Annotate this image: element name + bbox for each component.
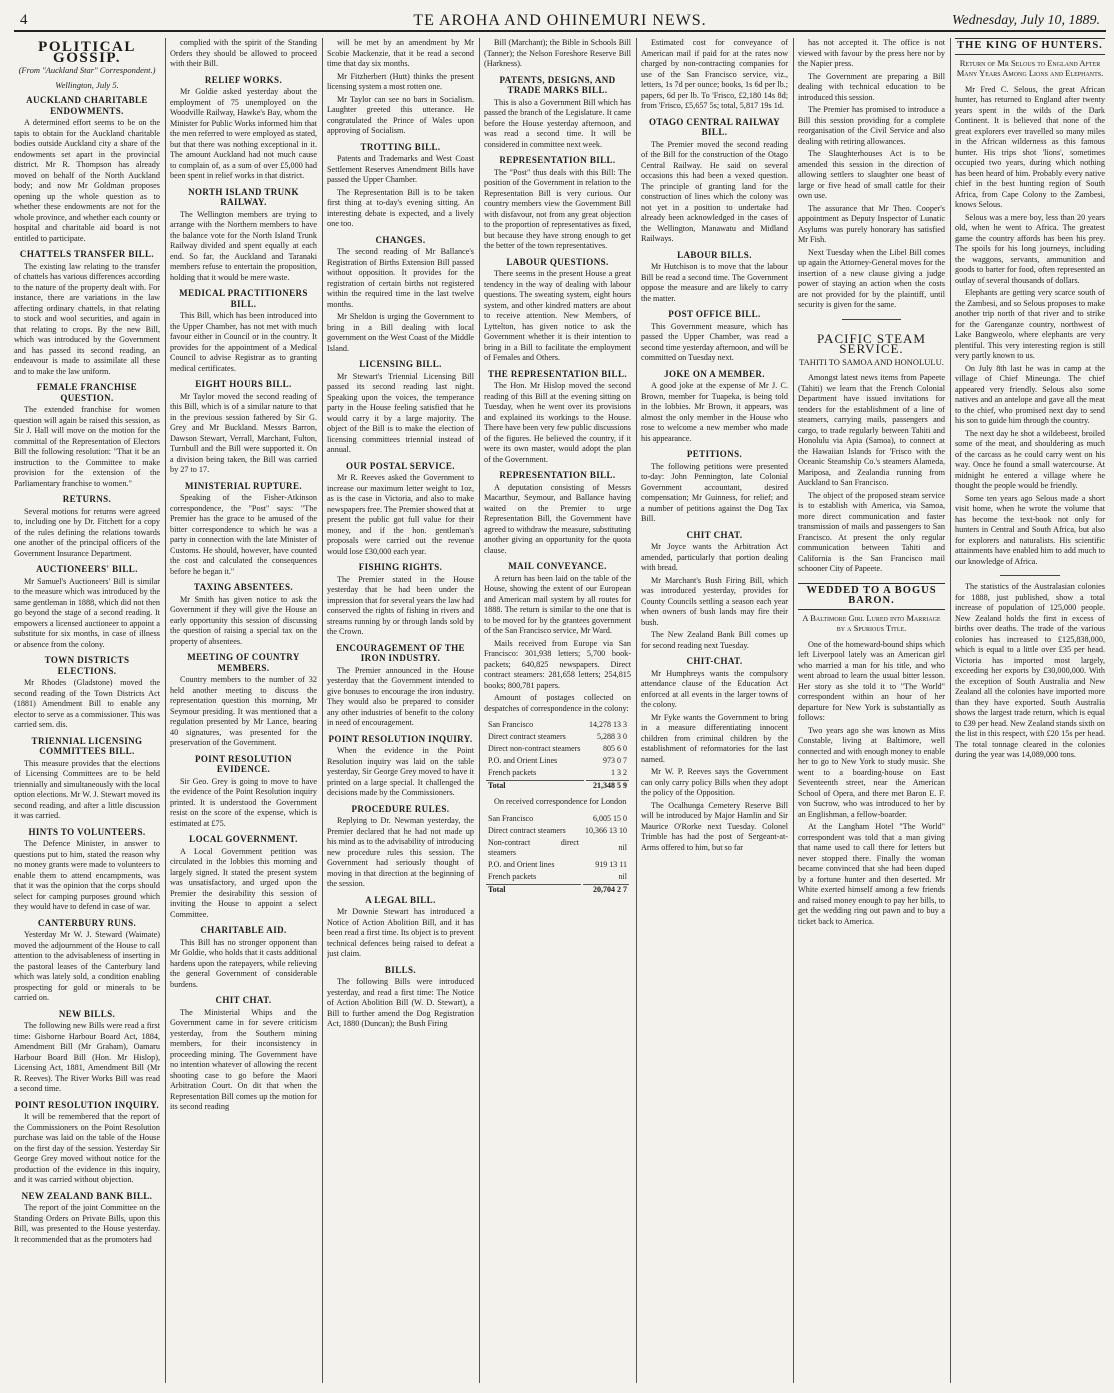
section-heading: LABOUR QUESTIONS. — [506, 256, 609, 267]
section-heading: JOKE ON A MEMBER. — [664, 368, 765, 379]
column-5 — [641, 38, 788, 1388]
section-heading: FISHING RIGHTS. — [358, 562, 443, 572]
paragraph: The following new Bills were read a first time: Gisborne Harbour Board Act, 1884, Amendment Bill (Mr Graham), Oamaru Harbour Board Bill (Hon. Mr Hislop), Licensing Act, 1881, Amendment Bill (Mr R. Reeves). The River Works Bill was read a second time. — [14, 1021, 160, 1093]
paragraph: Mr Marchant's Bush Firing Bill, which was introduced yesterday, provides for County Councils settling a season each year when owners of bush lands may fire their bush. — [641, 575, 788, 627]
column-7 — [955, 38, 1105, 1388]
table-cell-label: P.O. and Orient lines — [488, 859, 555, 869]
paragraph: will be met by an amendment by Mr Scobie Mackenzie, that it be read a second time that day six months. — [327, 38, 474, 68]
table-row — [486, 732, 629, 742]
paragraph: A determined effort seems to be on the tapis to obtain for the Auckland charitable bodies outside Auckland city a share of the endowments set apart in the provincial district. Mr R. Thompson has already moved on behalf of the North Auckland body; and now Mr Goldman proposes opening up the whole question as to whether these endowments are not for the whole province, and whether each county or hospital and charitable aid board is not entitled to participate. — [14, 118, 160, 243]
table-row — [486, 826, 629, 836]
table-caption: Amount of postages collected on despatches of correspondence in the colony: — [484, 693, 631, 713]
paragraph: This Bill has no stronger opponent than Mr Goldie, who holds that it casts additional hardens upon the ratepayers, while relieving the general Government of considerable burdens. — [170, 937, 317, 989]
paragraph: The Premier has promised to introduce a Bill this session providing for a complete reorganisation of the Civil Service and also dealing with retiring allowances. — [798, 105, 945, 146]
paragraph: This is also a Government Bill which has passed the branch of the Legislature. It came before the House yesterday afternoon, and was read a second time. It will be considered in committee next week. — [484, 97, 631, 149]
section-heading: AUCTIONEERS' BILL. — [36, 564, 138, 574]
paragraph: Mr Hutchison is to move that the labour Bill be read a second time. The Government oppose the measure and are likely to carry the matter. — [641, 262, 788, 303]
paragraph: Speaking of the Fisher-Atkinson correspondence, the "Post" says: "The Premier has the grace to be amused of the bitter correspondence to which he was a party in connection with the late Minister of Customs. He should, however, have counted the cost and calculated the consequences before he began it." — [170, 493, 317, 576]
table-total-label: Total — [486, 780, 584, 791]
paragraph: Selous was a mere boy, less than 20 years old, when he went to Africa. The greatest game the country affords has been his prey. The spoils for his long journeys, including the waggons, servants, ammunition and goods to barter for food, often represented an outlay of several thousands of dollars. — [955, 212, 1105, 285]
section-heading: CANTERBURY RUNS. — [37, 917, 137, 928]
section-heading: MEETING OF COUNTRY MEMBERS. — [187, 652, 300, 673]
table-cell-value: 973 0 7 — [603, 756, 627, 765]
table-row — [486, 744, 629, 754]
paragraph: The Wellington members are trying to arrange with the Northern members to have the balance vote for the North Island Trunk Railway divided and spent equally at each end. So far, the Auckland and Taranaki members refuse to entertain the proposition, holding that it would be mere waste. — [170, 209, 317, 282]
column-4 — [484, 38, 631, 1388]
section-heading: LOCAL GOVERNMENT. — [189, 834, 298, 844]
table-cell-label: Non-contract direct steamers — [488, 837, 579, 857]
table-caption: On received correspondence for London — [494, 797, 627, 806]
section-heading: NORTH ISLAND TRUNK RAILWAY. — [188, 186, 299, 207]
paragraph: A deputation consisting of Messrs Macarthur, Seymour, and Ballance having waited on the Premier to urge Representation Bill, the Government have agreed to withdraw the measure, substituting another giving an opportunity for the quota clause. — [484, 482, 631, 555]
table-row — [486, 838, 629, 858]
table-row — [486, 860, 629, 870]
section-heading: FEMALE FRANCHISE QUESTION. — [36, 382, 138, 403]
paragraph: A Local Government petition was circulated in the lobbies this morning and largely signed. It stated the present system was unsatisfactory, and urged upon the Premier the desirability this session of inviting the House to appoint a select Committee. — [170, 846, 317, 919]
article-title: THE KING OF HUNTERS. — [955, 38, 1105, 55]
column-3 — [327, 38, 474, 1388]
section-heading: MINISTERIAL RUPTURE. — [184, 480, 303, 491]
paragraph: Mr Taylor moved the second reading of this Bill, which is of a similar nature to that in the previous session fathered by Sir G. Grey and Mr Buckland. Messrs Barron, Dawson Stewart, Verrall, Marchant, Fulton, Turnbull and the Bill were supported it. On a division being taken, the Bill was carried by 27 to 17. — [170, 391, 317, 474]
paragraph: Mr Smith has given notice to ask the Government if they will give the House an early opportunity this session of discussing the question of raising a special tax on the property of absentees. — [170, 594, 317, 646]
page-header — [14, 10, 1106, 32]
paragraph: On July 8th last he was in camp at the village of Chief Mineunga. The chief appeared very friendly. Selous also some natives and an antelope and gave all the meat to the chief, who promised next day to send his son to guide him through the country. — [955, 363, 1105, 425]
table-cell-label: San Francisco — [488, 813, 534, 823]
paragraph: Bill (Marchant); the Bible in Schools Bill (Tanner); the Nelson Foreshore Reserve Bill (Harkness). — [484, 38, 631, 68]
paragraph: The Premier stated in the House yesterday that he had been under the impression that for several years the law had conserved the rights of fishing in rivers and streams running by or through lands sold by the Crown. — [327, 574, 474, 636]
paragraph: The Slaughterhouses Act is to be amended this session in the direction of allowing settlers to slaughter one beast of large or five head of small cattle for their own use. — [798, 149, 945, 200]
section-heading: TAXING ABSENTEES. — [193, 582, 294, 592]
section-heading: CHANGES. — [375, 234, 426, 245]
paragraph: At the Langham Hotel "The World" correspondent was told that a man giving that name used to call there for letters but never stopped there. Finally the woman became convinced that she had been duped by a fortune hunter and then deserted. Mr White exerted himself among a few friends and raised money enough to pay her bills, to get the wedding ring out pawn and to buy a ticket back to America. — [798, 822, 945, 926]
section-heading: LABOUR BILLS. — [677, 249, 752, 260]
paragraph: complied with the spirit of the Standing Orders they should be allowed to proceed with their Bill. — [170, 38, 317, 68]
section-heading: BILLS. — [384, 964, 417, 975]
table-row — [486, 872, 629, 882]
paragraph: The Defence Minister, in answer to questions put to him, stated the reason why no money grants were made to volunteers to enable them to attend encampments, was that it was the opinion that the corps should select for camping purposes ground which they would have to defend in case of war. — [14, 839, 160, 911]
paragraph: has not accepted it. The office is not viewed with favour by the press here nor by the Napier press. — [798, 38, 945, 68]
table-cell-label: San Francisco — [488, 720, 534, 729]
paragraph: This Government measure, which has passed the Upper Chamber, was read a second time yesterday afternoon, and will be committed on Tuesday next. — [641, 321, 788, 362]
page-number: 4 — [20, 12, 28, 28]
section-heading: POINT RESOLUTION INQUIRY. — [15, 1099, 159, 1110]
section-heading: REPRESENTATION BILL. — [499, 470, 616, 480]
section-heading: AUCKLAND CHARITABLE ENDOWMENTS. — [26, 95, 148, 116]
paragraph: Mr Fitzherbert (Hutt) thinks the present licensing system a most rotten one. — [327, 71, 474, 91]
article-subtitle: Return of Mr Selous to England After Many Years Among Lions and Elephants. — [956, 57, 1104, 78]
paragraph: The existing law relating to the transfer of chattels has various differences according to the nature of the property dealt with. For instance, there are variations in the law affecting ordinary chattels, in that relating to stock and wool securities, and again in that relating to crops. By the new Bill, which was introduced by the Government and has passed its second reading, an endeavour is made to assimilate all these and to make the law uniform. — [14, 261, 160, 376]
paragraph: Mr Sheldon is urging the Government to bring in a Bill dealing with local government on the West Coast of the Middle Island. — [327, 312, 474, 353]
table-cell-label: Direct contract steamers — [488, 732, 566, 741]
table-cell-value: 6,005 15 0 — [593, 813, 627, 823]
section-heading: CHARITABLE AID. — [200, 925, 287, 935]
paragraph: The "Post" thus deals with this Bill: The position of the Government in relation to the Representation Bill is very curious. Our country members view the Government Bill with disfavour, not from any great objection to the proportion of representatives as fixed, but because they have strong enough to get the better of the town representatives. — [484, 167, 631, 250]
section-heading: CHATTELS TRANSFER BILL. — [19, 249, 155, 259]
paragraph: Mr R. Reeves asked the Government to increase our maximum letter weight to 1oz, as is the case in Victoria, and also to make newspapers free. The Premier showed that at present the public got full value for their money, and if the hon. gentleman's proposals were carried out the revenue would lose £30,000 each year. — [327, 473, 474, 556]
paragraph: Replying to Dr. Newman yesterday, the Premier declared that he had not made up his mind as to the advisability of introducing new procedure rules this session. The Government had seriously thought of moving in that direction at the beginning of the session. — [327, 816, 474, 888]
paragraph: Mr Stewart's Triennial Licensing Bill passed its second reading last night. Speaking upon the voices, the temperance party in the House feeling satisfied that he would carry it by a large majority. The object of the Bill is to make the election of licensing committees triennial instead of annual. — [327, 371, 474, 454]
paragraph: The following Bills were introduced yesterday, and read a first time: The Notice of Action Abolition Bill (W. D. Stewart), a Bill to further amend the Dog Registration Act, 1880 (Duncan); the Bush Firing — [327, 977, 474, 1028]
paragraph: The Government are preparing a Bill dealing with technical education to be introduced this session. — [798, 71, 945, 102]
paragraph: The Premier moved the second reading of the Bill for the construction of the Otago Central Railway. He said on several occasions this had been a vexed question. The principle of granting land for the construction of lines which the colony was not yet in a position to undertake had already been acknowledged in the cases of the Wellington, Manawatu and Midland Railways. — [641, 139, 788, 243]
table-cell-label: P.O. and Orient Lines — [488, 756, 558, 765]
article-subtitle: A Baltimore Girl Lured into Marriage by a Spurious Title. — [802, 612, 941, 633]
paragraph: Sir Geo. Grey is going to move to have the evidence of the Point Resolution inquiry printed. It is understood the Government resist on the score of the expense, which is estimated at £75. — [170, 776, 317, 828]
postage-table — [484, 718, 631, 793]
paragraph: When the evidence in the Point Resolution inquiry was laid on the table yesterday, Sir George Grey moved to have it printed on a large special. It challenged the decisions made by the Commissioners. — [327, 746, 474, 797]
table-total-value: 20,704 2 7 — [583, 884, 629, 895]
table-cell-value: 1 3 2 — [611, 768, 627, 777]
table-cell-value: 805 6 0 — [603, 744, 627, 753]
table-cell-label: Direct contract steamers — [488, 825, 566, 835]
paragraph: Mails received from Europe via San Francisco: 301,938 letters; 5,700 book-packets; 640,825 newspapers. Direct contract steamers: 281,658 letters; 254,815 books; 800,781 papers. — [484, 638, 631, 690]
table-row — [486, 756, 629, 766]
table-cell-value: 10,366 13 10 — [585, 825, 627, 835]
table-cell-label: French packets — [488, 768, 537, 777]
column-rule — [165, 38, 166, 1383]
paragraph: Country members to the number of 32 held another meeting to discuss the representation question this morning, Mr Seymour presiding. It was mentioned that a regulation presented by Mr Lance, bearing 40 signatures, was presented for the preservation of the Government. — [170, 675, 317, 747]
paragraph: The second reading of Mr Ballance's Registration of Births Extension Bill passed without opposition. It provides for the registration of certain births not registered within the required time in the last twelve months. — [327, 247, 474, 309]
paragraph: The report of the joint Committee on the Standing Orders on Private Bills, upon this Bill, was presented to the House yesterday. It recommended that as the promoters had — [14, 1203, 160, 1244]
paragraph: Mr Taylor can see no bars in Socialism. Laughter greeted this utterance. He congratulated the Prince of Wales upon approving of Socialism. — [327, 94, 474, 135]
section-heading: OUR POSTAL SERVICE. — [346, 460, 455, 471]
section-heading: RELIEF WORKS. — [204, 74, 283, 85]
table-cell-value: nil — [618, 871, 627, 881]
paragraph: Mr Rhodes (Gladstone) moved the second reading of the Town Districts Act (1881) Amendment Bill to enable any elector to serve as a commissioner. This was carried sem. dis. — [14, 678, 160, 729]
paragraph: The object of the proposed steam service is to establish with America, via Samoa, more direct communication and faster transmission of mails and passengers to San Francisco. At present the only regular communication between Tahiti and California is the San Francisco mail schooner City of Papeete. — [798, 490, 945, 573]
table-row — [486, 814, 629, 824]
section-heading: ENCOURAGEMENT OF THE IRON INDUSTRY. — [336, 642, 465, 663]
column-6 — [798, 38, 945, 1388]
table-total-row — [486, 884, 629, 895]
dateline: Wellington, July 5. — [55, 79, 119, 90]
paragraph: Mr Goldie asked yesterday about the employment of 75 unemployed on the Woodville Railway, Hawke's Bay, whom the Minister for Public Works informed him that the men referred to were employed as stated, but that there was nothing exceptional in it. The amount Auckland had not much cause to complain of, as a sum of over £5,000 had been spent in relief works in that district. — [170, 87, 317, 180]
table-row — [486, 720, 629, 730]
paragraph: The statistics of the Australasian colonies for 1888, just published, show a total increase of population of 125,000 people. New Zealand holds the first in excess of births over deaths. The trade of the various colonies has increased to £125,838,000, which is equal to a little over £35 per head. Victoria has imported most largely, exceeding her exports by £30,000,000. With the exception of South Australia and New Zealand all the colonies have imported more than they have exported. South Australia shows the largest trade return, which is equal to £39 per head. New Zealand stands sixth on the list in this respect, with £20 15s per head. The total tonnage cleared in the colonies during the year was 14,089,000 tons. — [955, 582, 1105, 759]
paragraph: The extended franchise for women question will again be raised this session, as Sir J. Hall will move on the motion for the committal of the Representation of Electors Bill the following resolution: "That it be an instruction to the Committee to make provision for the extension of the Parliamentary franchise to women." — [14, 405, 160, 488]
paragraph: The Representation Bill is to be taken first thing at to-day's evening sitting. An interesting debate is expected, and a lively one too. — [327, 187, 474, 228]
section-heading: HINTS TO VOLUNTEERS. — [28, 826, 146, 837]
paragraph: One of the homeward-bound ships which left Liverpool lately was an American girl who married a man for his title, and who went abroad to learn the usual bitter lesson. Her story as she told it to "The World" correspondent within an hour of her departure for New York is substantially as follows: — [798, 639, 945, 722]
paragraph: The New Zealand Bank Bill comes up for second reading next Tuesday. — [641, 630, 788, 650]
column-rule — [322, 38, 323, 1383]
section-heading: MEDICAL PRACTITIONERS BILL. — [179, 288, 308, 309]
table-cell-value: nil — [618, 842, 627, 852]
section-heading: POINT RESOLUTION INQUIRY. — [328, 733, 473, 744]
paragraph: Elephants are getting very scarce south of the Zambesi, and so Selous proposes to make another trip north of that river and to strike for the Garenganze country, northwest of Lake Bangweolo, where elephants are very plentiful. This very interesting region is still very partly known to us. — [955, 288, 1105, 360]
article-title: POLITICAL GOSSIP. — [38, 39, 136, 66]
table-cell-value: 5,288 3 0 — [597, 732, 627, 741]
section-heading: PROCEDURE RULES. — [351, 803, 450, 814]
paragraph: The Ocalhunga Cemetery Reserve Bill will be introduced by Major Hamlin and Sir Maurice O'Rorke next Tuesday. Colonel Trimble has had the post of Sergeant-at-Arms offered to him, but so far — [641, 800, 788, 852]
section-heading: TROTTING BILL. — [360, 141, 441, 152]
section-heading: CHIT CHAT. — [686, 529, 743, 540]
paragraph: Mr Samuel's Auctioneers' Bill is similar to the measure which was introduced by the same gentleman in 1888, which did not then go beyond the stage of a second reading. It empowers a licensed auctioneer to appoint a substitute for six months, in case of illness or absence from the colony. — [14, 576, 160, 649]
section-heading: THE REPRESENTATION BILL. — [487, 368, 628, 379]
paragraph: Yesterday Mr W. J. Steward (Waimate) moved the adjournment of the House to call attention to the advisableness of inserting in the pastoral leases of the Canterbury land which was lately sold, a condition enabling prospecting for gold or minerals to be carried on. — [14, 930, 160, 1002]
article-title: PACIFIC STEAM SERVICE. — [817, 330, 926, 356]
paragraph: A return has been laid on the table of the House, showing the extent of our European and American mail system by all routes for 1888. The return is similar to the one that is to be moved for by the grantees government of the San Francisco service, Mr Ward. — [484, 573, 631, 635]
paragraph: There seems in the present House a great tendency in the way of dealing with labour questions. The sweating system, eight hours system, and other kindred matters are about to receive attention. New Members, of Lyttelton, has given notice to ask the Government whether it is their intention to bring in a Bill to facilitate the employment of Females and Others. — [484, 269, 631, 362]
postage-table-received — [484, 812, 631, 897]
section-heading: RETURNS. — [62, 494, 112, 504]
section-heading: POINT RESOLUTION EVIDENCE. — [194, 753, 292, 774]
section-heading: A LEGAL BILL. — [365, 894, 436, 905]
article-source: (From "Auckland Star" Correspondent.) — [18, 65, 156, 75]
paragraph: A good joke at the expense of Mr J. C. Brown, member for Tuapeka, is being told in the lobbies. Mr Brown, it appears, was almost the only member in the House who rose to welcome a new member who made his appearance. — [641, 381, 788, 443]
paragraph: Mr Fyke wants the Government to bring in a measure differentiating innocent children from criminal children by the establishment of reformatories for the last named. — [641, 712, 788, 764]
section-heading: PATENTS, DESIGNS, AND TRADE MARKS BILL. — [499, 74, 616, 95]
table-total-label: Total — [486, 884, 581, 895]
table-cell-label: Direct non-contract steamers — [488, 744, 581, 753]
paragraph: The Premier announced in the House yesterday that the Government intended to give bonuses to encourage the iron industry. They would also be prepared to consider any other industries of benefit to the colony in need of encouragement. — [327, 665, 474, 727]
column-1 — [14, 38, 160, 1388]
newspaper-title: TE AROHA AND OHINEMURI NEWS. — [413, 12, 707, 29]
section-heading: NEW BILLS. — [58, 1008, 116, 1019]
paragraph: Amongst latest news items from Papeete (Tahiti) we learn that the French Colonial Department have issued invitations for tenders for the establishment of a line of steamers, carrying mails, passengers and cargo, to trade regularly between Tahiti and Honolulu via Apia (Samoa), to connect at the Hawaiian Islands for 'Frisco with the Oceanic Steamship Co.'s steamers Alameda, Mariposa, and Zealandia running from Auckland to San Francisco. — [798, 373, 945, 487]
section-heading: TRIENNIAL LICENSING COMMITTEES BILL. — [31, 735, 143, 756]
paragraph: Mr W. P. Reeves says the Government can only carry policy Bills when they adopt the policy of the Opposition. — [641, 767, 788, 797]
table-total-row — [486, 780, 629, 791]
paragraph: Mr Downie Stewart has introduced a Notice of Action Abolition Bill, and it has been read a first time. Its object is to prevent technical defences being raised to defeat a just claim. — [327, 907, 474, 958]
paragraph: The Ministerial Whips and the Government came in for severe criticism yesterday, from the Southern mining members, for their inconsistency in proceeding mining. The Government have no intention whatever of allowing the recent shooting case to go before the Maori Arbitration Court. On dit that when the Representation Bill comes up the motion for its second reading — [170, 1007, 317, 1111]
section-heading: TOWN DISTRICTS ELECTIONS. — [44, 655, 130, 676]
column-2 — [170, 38, 317, 1388]
section-heading: OTAGO CENTRAL RAILWAY BILL. — [648, 116, 781, 137]
separator — [1000, 575, 1060, 576]
paragraph: Some ten years ago Selous made a short visit home, when he wrote the volume that has become the text-book not only for hunters in Central and South Africa, but also for explorers and naturalists. His scientific attainments have enabled him to add much to our knowledge of Africa. — [955, 493, 1105, 566]
article-subtitle: TAHITI TO SAMOA AND HONOLULU. — [799, 356, 944, 367]
section-heading: LICENSING BILL. — [359, 359, 442, 369]
section-heading: CHIT CHAT. — [215, 995, 272, 1005]
article-title: WEDDED TO A BOGUS BARON. — [798, 583, 945, 610]
table-total-value: 21,348 5 9 — [586, 780, 629, 791]
table-cell-value: 919 13 11 — [595, 859, 627, 869]
paragraph: It will be remembered that the report of the Commissioners on the Point Resolution purchase was laid on the table of the House on the first day of the session. Yesterday Sir George Grey moved without notice for the production of the evidence in this inquiry, and it was carried without objection. — [14, 1112, 160, 1184]
section-heading: CHIT-CHAT. — [686, 656, 743, 666]
table-cell-value: 14,278 13 3 — [589, 720, 627, 729]
section-heading: EIGHT HOURS BILL. — [195, 379, 292, 389]
section-heading: REPRESENTATION BILL. — [499, 155, 616, 165]
paragraph: Mr Fred C. Selous, the great African hunter, has returned to England after twenty years spent in the wilds of the Dark Continent. It is believed that none of the great explorers ever travelled so many miles in the African wilderness as this famous hunter. His trips shot 'lions', sometimes occupied two years, during which nothing has been heard of him. Probably every native chief in the best hunting region of South Africa, from Cape Colony to the Zambesi, knows Selous. — [955, 84, 1105, 209]
paragraph: Mr Joyce wants the Arbitration Act amended, particularly that portion dealing with bread. — [641, 542, 788, 572]
column-rule — [950, 38, 951, 1383]
paragraph: Patents and Trademarks and West Coast Settlement Reserves Amendment Bills have passed the Upper Chamber. — [327, 154, 474, 184]
paragraph: Next Tuesday when the Libel Bill comes up again the Attorney-General moves for the insertion of a new clause giving a judge power of staying an action when the costs are not provided for by the plaintiff, until security is given for the same. — [798, 247, 945, 309]
separator — [842, 319, 901, 320]
paragraph: Several motions for returns were agreed to, including one by Dr. Fitchett for a copy of the rules defining the relations towards one another of the principal officers of the Government Insurance Department. — [14, 506, 160, 558]
section-heading: MAIL CONVEYANCE. — [508, 561, 607, 571]
paragraph: The following petitions were presented to-day: John Pennington, late Colonial Government accountant, desired compensation; Mr Guinness, for relief; and a number of petitions against the Dog Tax Bill. — [641, 461, 788, 523]
paragraph: Estimated cost for conveyance of American mail if paid for at the rates now charged by non-contracting companies for use of the San Francisco service, viz., letters, 1s 7d per ounce; books, 1s 6d per lb.; papers, 6d per lb. To 'Frisco, £2,180 14s 8d; from 'Frisco, £5,657 5s; total, 5,817 19s 1d. — [641, 38, 788, 110]
column-rule — [793, 38, 794, 1383]
section-heading: POST OFFICE BILL. — [668, 309, 761, 319]
paragraph: The Hon. Mr Hislop moved the second reading of this Bill at the evening sitting on Tuesday, when he went over its provisions and explained its workings to the House. There have been very few public discussions of the figures. He believed the country, if it were its own master, would adopt the plan of the Government. — [484, 381, 631, 464]
column-rule — [636, 38, 637, 1383]
column-rule — [479, 38, 480, 1383]
section-heading: PETITIONS. — [686, 449, 743, 459]
table-row — [486, 768, 629, 778]
paragraph: The next day he shot a wildebeest, broiled some of the meat, and shouldering as much of the carcass as he could carry went on his way. Once he found a small watercourse. At midnight he entered a village where he thought the people would be friendly. — [955, 428, 1105, 490]
paragraph: Mr Humphreys wants the compulsory attendance clause of the Education Act enforced at all events in the larger towns of the colony. — [641, 668, 788, 709]
paragraph: The assurance that Mr Theo. Cooper's appointment as Deputy Inspector of Lunatic Asylums was purely honorary has satisfied Mr Fish. — [798, 203, 945, 244]
issue-date: Wednesday, July 10, 1889. — [951, 13, 1100, 28]
section-heading: NEW ZEALAND BANK BILL. — [21, 1190, 153, 1201]
paragraph: This measure provides that the elections of Licensing Committees are to be held triennially and simultaneously with the local option elections. Mr W. J. Stewart moved its second reading, and after a little discussion it was carried. — [14, 758, 160, 820]
paragraph: This Bill, which has been introduced into the Upper Chamber, has not met with much favour either in Council or in the country. It provides for the appointment of a Medical Council to advise Registrar as to granting medical certificates. — [170, 311, 317, 373]
table-cell-label: French packets — [488, 871, 537, 881]
paragraph: Two years ago she was known as Miss Constable, living at Baltimore, well connected and with enough money to enable her to go to New York to study music. She went to a boarding-house on East Seventeenth street, near the American School of Opera, and there met Baron E. F. von Sucrow, who was introduced to her by an Englishman, a fellow-boarder. — [798, 725, 945, 819]
